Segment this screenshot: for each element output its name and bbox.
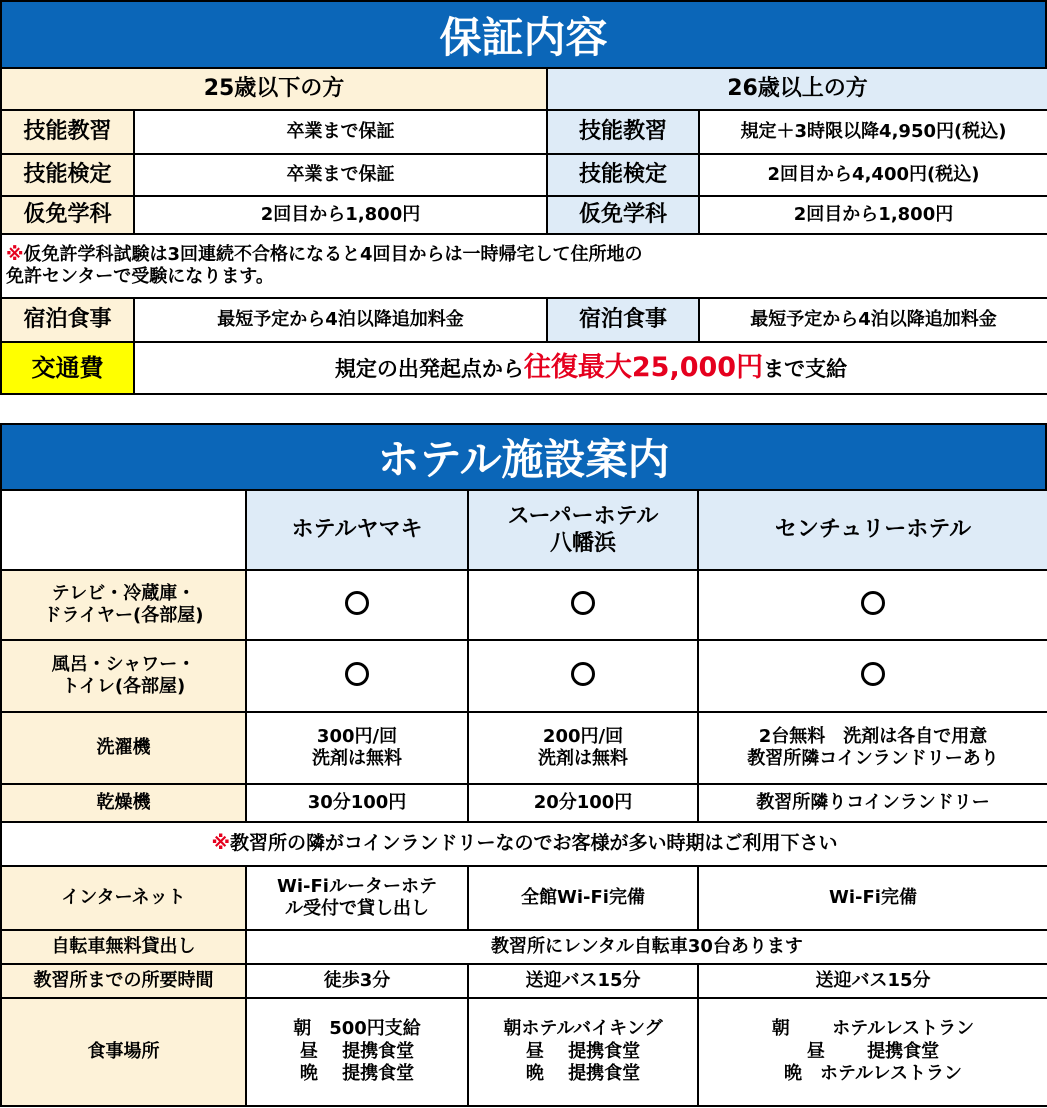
laundry-note-text: 教習所の隣がコインランドリーなのでお客様が多い時期はご利用下さい (230, 832, 838, 855)
skill-lesson-value-b: 規定＋3時限以降4,950円(税込) (699, 110, 1047, 154)
provisional-academic-label-a: 仮免学科 (1, 196, 134, 234)
tv-fridge-label-line2: ドライヤー(各部屋) (43, 605, 204, 626)
washer-h3-line1: 2台無料 洗剤は各自で用意 (758, 725, 988, 747)
super-hotel-name-line1: スーパーホテル (507, 503, 659, 529)
washer-h1 (246, 712, 468, 784)
meals-h1-line2: 昼 提携食堂 (299, 1040, 415, 1062)
internet-h1 (246, 866, 468, 930)
tv-fridge-label-line1: テレビ・冷蔵庫・ (51, 582, 196, 604)
washer-h2 (468, 712, 698, 784)
hotel-yamaki-header: ホテルヤマキ (246, 490, 468, 570)
meals-h2-line1: 朝ホテルバイキング (503, 1018, 663, 1040)
skill-test-value-a: 卒業まで保証 (134, 154, 547, 196)
washer-h3 (698, 712, 1047, 784)
hotels-table (0, 489, 1047, 1107)
transport-label: 交通費 (1, 342, 134, 394)
available-circle-icon (861, 591, 885, 615)
transport-post: まで支給 (763, 357, 848, 382)
guarantee-title-banner (0, 0, 1047, 69)
meals-h3 (698, 998, 1047, 1106)
provisional-academic-label-b: 仮免学科 (547, 196, 699, 234)
provisional-note-line2: 免許センターで受験になります。 (6, 266, 274, 287)
meals-h3-line2: 昼 提携食堂 (806, 1040, 940, 1062)
lodging-label-a: 宿泊食事 (1, 298, 134, 342)
skill-lesson-label-b: 技能教習 (547, 110, 699, 154)
laundry-note-mark: ※ (211, 832, 231, 855)
internet-label: インターネット (1, 866, 246, 930)
dryer-h2: 20分100円 (468, 784, 698, 822)
under25-header: 25歳以下の方 (1, 68, 547, 110)
hotels-title: ホテル施設案内 (377, 435, 670, 484)
transport-highlight: 往復最大25,000円 (523, 352, 764, 384)
century-hotel-header: センチュリーホテル (698, 490, 1047, 570)
skill-lesson-label-a: 技能教習 (1, 110, 134, 154)
corner-cell (1, 490, 246, 570)
tv-fridge-label (1, 570, 246, 640)
meals-h2 (468, 998, 698, 1106)
meals-label: 食事場所 (1, 998, 246, 1106)
internet-h1-line1: Wi-Fiルーターホテ (277, 875, 437, 897)
internet-h3: Wi-Fi完備 (698, 866, 1047, 930)
hotels-title-banner (0, 423, 1047, 491)
bath-toilet-label-line1: 風呂・シャワー・ (51, 653, 196, 675)
bicycle-label: 自転車無料貸出し (1, 930, 246, 964)
guarantee-table (0, 67, 1047, 395)
travel-time-h1: 徒歩3分 (246, 964, 468, 998)
transport-value (134, 342, 1047, 394)
tv-fridge-h2 (468, 570, 698, 640)
bath-toilet-h3 (698, 640, 1047, 712)
bath-toilet-h2 (468, 640, 698, 712)
laundry-note (1, 822, 1047, 866)
tv-fridge-h3 (698, 570, 1047, 640)
provisional-note-mark: ※ (6, 243, 24, 265)
provisional-note-line1: 仮免許学科試験は3回連続不合格になると4回目からは一時帰宅して住所地の (23, 243, 643, 265)
provisional-academic-value-a: 2回目から1,800円 (134, 196, 547, 234)
washer-h1-line1: 300円/回 (316, 725, 398, 747)
dryer-label: 乾燥機 (1, 784, 246, 822)
bath-toilet-label-line2: トイレ(各部屋) (61, 676, 186, 697)
skill-lesson-value-a: 卒業まで保証 (134, 110, 547, 154)
super-hotel-name-line2: 八幡浜 (549, 531, 616, 556)
skill-test-value-b: 2回目から4,400円(税込) (699, 154, 1047, 196)
washer-h2-line1: 200円/回 (542, 725, 624, 747)
meals-h1-line3: 晩 提携食堂 (299, 1063, 415, 1085)
available-circle-icon (571, 591, 595, 615)
meals-h1 (246, 998, 468, 1106)
bath-toilet-h1 (246, 640, 468, 712)
lodging-value-b: 最短予定から4泊以降追加料金 (699, 298, 1047, 342)
bath-toilet-label (1, 640, 246, 712)
available-circle-icon (571, 662, 595, 686)
guarantee-title: 保証内容 (439, 12, 608, 62)
super-hotel-header (468, 490, 698, 570)
transport-pre: 規定の出発起点から (334, 357, 524, 382)
dryer-h3: 教習所隣りコインランドリー (698, 784, 1047, 822)
meals-h3-line3: 晩 ホテルレストラン (783, 1063, 963, 1085)
meals-h2-line2: 昼 提携食堂 (525, 1040, 641, 1062)
provisional-academic-value-b: 2回目から1,800円 (699, 196, 1047, 234)
washer-h3-line2: 教習所隣コインランドリーあり (747, 748, 999, 769)
travel-time-h3: 送迎バス15分 (698, 964, 1047, 998)
skill-test-label-a: 技能検定 (1, 154, 134, 196)
meals-h3-line1: 朝 ホテルレストラン (771, 1018, 975, 1040)
lodging-label-b: 宿泊食事 (547, 298, 699, 342)
washer-label: 洗濯機 (1, 712, 246, 784)
washer-h1-line2: 洗剤は無料 (312, 748, 402, 769)
available-circle-icon (861, 662, 885, 686)
internet-h2: 全館Wi-Fi完備 (468, 866, 698, 930)
provisional-note (1, 234, 1047, 298)
meals-h1-line1: 朝 500円支給 (293, 1018, 421, 1040)
tv-fridge-h1 (246, 570, 468, 640)
bicycle-value: 教習所にレンタル自転車30台あります (246, 930, 1047, 964)
internet-h1-line2: ル受付で貸し出し (285, 898, 429, 919)
travel-time-h2: 送迎バス15分 (468, 964, 698, 998)
available-circle-icon (345, 591, 369, 615)
skill-test-label-b: 技能検定 (547, 154, 699, 196)
dryer-h1: 30分100円 (246, 784, 468, 822)
available-circle-icon (345, 662, 369, 686)
meals-h2-line3: 晩 提携食堂 (525, 1063, 641, 1085)
travel-time-label: 教習所までの所要時間 (1, 964, 246, 998)
over26-header: 26歳以上の方 (547, 68, 1047, 110)
lodging-value-a: 最短予定から4泊以降追加料金 (134, 298, 547, 342)
washer-h2-line2: 洗剤は無料 (538, 748, 628, 769)
